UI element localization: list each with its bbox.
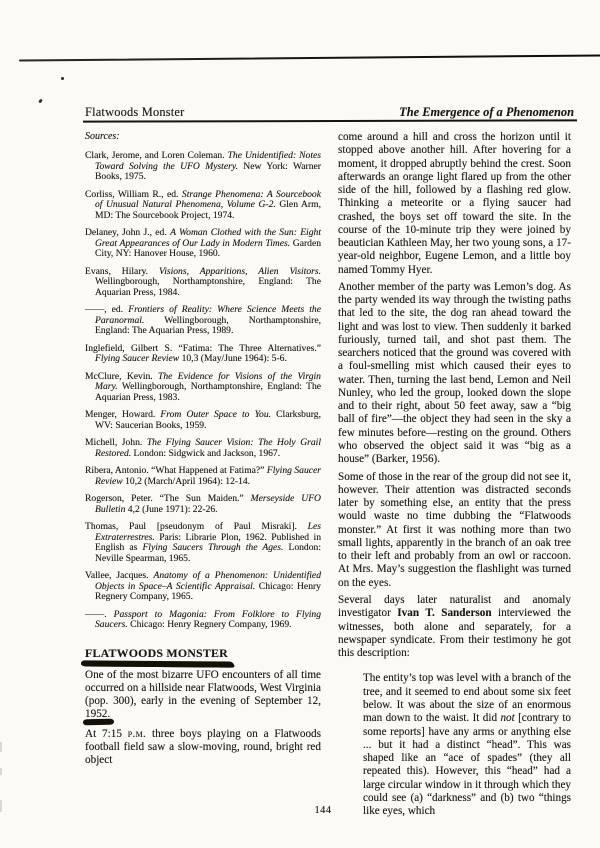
text-segment: Merseyside UFO Bulletin [95, 493, 321, 515]
bibliography-entry [85, 151, 321, 183]
bibliography-entry [85, 344, 321, 365]
text-segment: Rogerson, Peter. “The Sun Maiden.” [85, 493, 251, 504]
text-segment: 4,2 (June 1971): 22-26. [125, 503, 218, 515]
ink-speck [38, 99, 43, 104]
bibliography-entry [85, 267, 321, 299]
text-segment: Inglefield, Gilbert S. “Fatima: The Three Alternatives.” [85, 342, 321, 354]
bibliography-entry [85, 372, 321, 404]
text-segment: Clarksburg, WV: Saucerian Books, 1959. [95, 409, 321, 431]
bibliography-entry [85, 610, 321, 631]
text-segment: London: Sidgwick and Jackson, 1967. [131, 447, 281, 459]
ink-speck [61, 77, 64, 80]
text-segment: Paris: Librarie Plon, 1962. Published in English as [95, 531, 321, 553]
witness-description-quote [363, 672, 571, 818]
text-segment: Chicago: Henry Regnery Company, 1965. [95, 580, 321, 602]
text-segment: Corliss, William R., ed. [85, 188, 182, 200]
section-heading-block [85, 644, 321, 662]
text-segment: London: Neville Spearman, 1965. [95, 542, 321, 564]
left-column [85, 131, 321, 767]
bibliography-entry [85, 438, 321, 459]
text-segment: Clark, Jerome, and Loren Coleman. [85, 150, 228, 161]
text-segment: A Woman Clothed with the Sun: Eight Great Appearances of Our Lady in Modern Times. [95, 227, 321, 249]
body-paragraph [338, 594, 571, 660]
body-paragraph [338, 131, 571, 277]
text-segment: Frontiers of Reality: Where Science Meets the Paranormal. [95, 304, 321, 326]
body-paragraph [338, 471, 571, 590]
right-column [338, 131, 571, 819]
text-segment: The Evidence for Visions of the Virgin Mary. [95, 370, 321, 392]
text-segment: ——, ed. [85, 304, 129, 315]
text-segment: Glen Arm, MD: The Sourcebook Project, 1974. [95, 199, 321, 221]
text-segment: Evans, Hilary. [85, 265, 160, 277]
text-segment: Wellingborough, Northamptonshire, England: The Aquarian Press, 1984. [95, 276, 321, 298]
text-segment: [contrary to some reports] have any arms or anything else ... but it had a distinct “head”. This was shaped like an “ace of spades” (they all repeated this). However, this “head” had a large circular window in it through which they could see (a) “darkness” and (b) two “things like eyes, which [363, 712, 571, 818]
text-segment: New York: Warner Books, 1975. [95, 160, 321, 182]
running-header-right: The Emergence of a Phenomenon [399, 105, 574, 119]
text-segment: McClure, Kevin. [85, 370, 159, 382]
text-segment: The Flying Saucer Vision: The Holy Grail Restored. [95, 437, 321, 459]
section-body [85, 669, 321, 768]
hand-underline-mark [81, 660, 234, 667]
text-segment: Strange Phenomena: A Sourcebook of Unusual Natural Phenomena, Volume G-2. [95, 188, 321, 210]
text-segment: Wellingborough, Northamptonshire, England: The Aquarian Press, 1983. [95, 381, 321, 403]
scan-edge-line [19, 54, 600, 61]
text-segment: Visions, Apparitions, Alien Visitors. [159, 265, 321, 277]
text-segment: Menger, Howard. [85, 409, 161, 420]
text-segment: From Outer Space to You. [160, 409, 272, 420]
bibliography-entry [85, 522, 321, 564]
text-segment: Michell, John. [85, 437, 147, 448]
bibliography-entry [85, 494, 321, 515]
bibliography-entry [85, 466, 321, 487]
header-rule [83, 119, 577, 122]
text-segment: Some of those in the rear of the group did not see it, however. Their attention was distracted seconds later by something else, an entity that the press would waste no time dubbing the “Flatwoods monster.” At first it was nothing more than two small lights, apparently in the branch of an oak tree to their left and probably from an owl or raccoon. At Mrs. May’s suggestion the flashlight was turned on the eyes. [338, 470, 571, 589]
text-segment: Ivan T. Sanderson [397, 607, 492, 620]
bibliography-entry [85, 228, 321, 260]
bibliography-entry [85, 305, 321, 337]
page-number: 144 [314, 805, 332, 816]
scan-edge-artifact [0, 768, 2, 775]
text-segment: Flying Saucers Through the Ages. [142, 542, 284, 553]
text-segment: Delaney, John J., ed. [85, 227, 171, 238]
scan-edge-artifact [0, 800, 2, 812]
bibliography-list [85, 151, 321, 631]
text-segment: 1952. [85, 707, 111, 720]
text-segment: ——. [85, 608, 114, 620]
text-segment: Passport to Magonia: From Folklore to Flying Saucers. [95, 608, 322, 630]
text-segment: Thomas, Paul [pseudonym of Paul Misraki]. [85, 521, 308, 532]
text-segment: 10,3 (May/June 1964): 5-6. [179, 353, 287, 364]
right-column-paragraphs [338, 131, 571, 660]
running-header-left: Flatwoods Monster [85, 105, 185, 119]
text-segment: The Unidentified: Notes Toward Solving the UFO Mystery. [95, 150, 321, 172]
text-segment: The entity’s top was level with a branch of the tree, and it seemed to end about some six feet below. It was about the size of an enormous man down to the waist. It did [363, 672, 571, 725]
bibliography-entry [85, 410, 321, 431]
text-segment: Flying Saucer Review [95, 353, 180, 364]
text-segment: Several days later naturalist and anomaly investigator [338, 594, 571, 620]
body-paragraph [338, 281, 571, 467]
text-segment: Vallee, Jacques. [85, 570, 154, 581]
text-segment: 10,2 (March/April 1964): 12-14. [122, 475, 251, 487]
text-segment: One of the most bizarre UFO encounters of all time occurred on a hillside near Flatwoods, West Virginia (pop. 300), early in the evening of September 12, [85, 668, 321, 707]
section-heading-wrap [85, 644, 228, 662]
text-segment: Garden City, NY: Hanover House, 1960. [95, 237, 321, 259]
text-segment: three boys playing on a Flatwoods football field saw a slow-moving, round, bright red object [85, 727, 321, 767]
text-segment: Another member of the party was Lemon’s dog. As the party wended its way through the twisting paths that led to the site, the dog ran ahead toward the light and was lost to view. Then suddenly it barked furiously, turned tail, and shot past them. The searchers noticed that the ground was covered with a foul-smelling mist which caused their eyes to water. Then, turning the last bend, Lemon and Neil Nunley, who led the group, looked down the slope and to their right, about 50 feet away, saw a “big ball of fire”—the object they had seen in the sky a few minutes before—resting on the ground. Others who observed the object said it was “big as a house” (Barker, 1956). [338, 280, 571, 466]
text-segment: Anatomy of a Phenomenon: Unidentified Objects in Space–A Scientific Appraisal. [95, 570, 321, 592]
section-heading: FLATWOODS MONSTER [85, 645, 228, 660]
text-segment: Chicago: Henry Regnery Company, 1969. [127, 619, 292, 630]
text-segment: come around a hill and cross the horizon until it stopped above another hill. After hovering for a moment, it dropped abruptly behind the crest. Soon afterwards an orange light flared up from the other side of the hill, followed by a flashing red glow. Thinking a meteorite or a flying saucer had crashed, the boys set off toward the site. In the course of the 10-minute trip they were joined by beautician Kathleen May, her two young sons, a 17-year-old neighbor, Eugene Lemon, and a little boy named Tommy Hyer. [338, 131, 571, 276]
body-paragraph [85, 728, 321, 767]
text-segment: interviewed the witnesses, both alone and separately, for a newspaper syndicate. From their testimony he got this description: [338, 607, 571, 660]
text-segment: Les Extraterrestres. [95, 521, 321, 543]
text-segment: p.m. [127, 727, 147, 740]
bibliography-entry [85, 571, 321, 603]
body-paragraph [85, 669, 321, 721]
text-segment: not [500, 712, 515, 725]
scan-edge-artifact [0, 742, 2, 752]
text-segment: At 7:15 [85, 727, 128, 740]
text-segment: Flying Saucer Review [95, 465, 321, 487]
text-segment: Ribera, Antonio. “What Happened at Fatima?” [85, 465, 267, 476]
bibliography-entry [85, 190, 321, 222]
sources-label: Sources: [85, 131, 120, 142]
text-segment: Wellingborough, Northamptonshire, England: The Aquarian Press, 1989. [95, 314, 321, 336]
